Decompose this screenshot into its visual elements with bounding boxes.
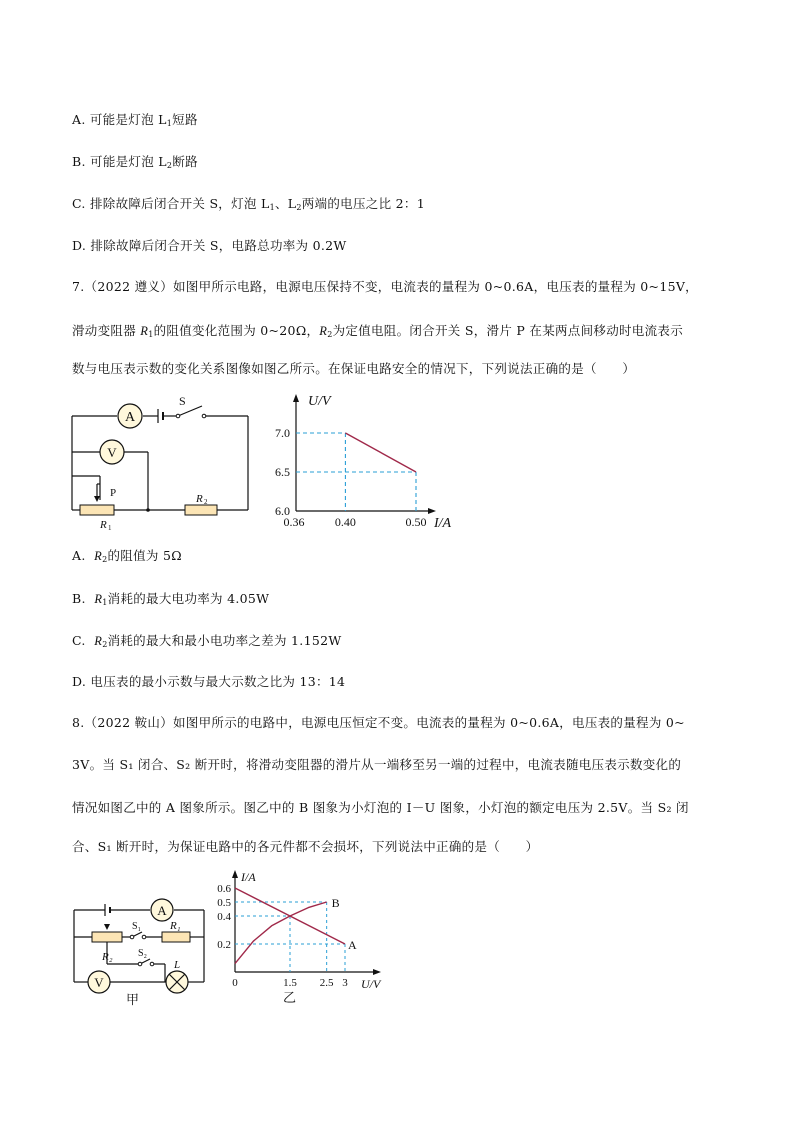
- option-text: 消耗的最大电功率为 4.05W: [107, 591, 270, 606]
- option-text: A. 可能是灯泡 L: [72, 112, 167, 127]
- r1-label: R: [100, 519, 107, 531]
- x-tick-label: 1.5: [283, 977, 297, 989]
- variable-r2: R: [319, 324, 328, 338]
- s1-label: S₁: [132, 921, 142, 932]
- lamp-label: L: [174, 959, 181, 971]
- x-tick-label: 3: [342, 977, 348, 989]
- x-tick-label: 0.36: [283, 515, 305, 529]
- option-text: 消耗的最大和最小电功率之差为 1.152W: [107, 633, 342, 648]
- subscript: 1: [166, 119, 173, 128]
- q7-stem-line2: 滑动变阻器 $R_1$的阻值变化范围为 0~20Ω，$R_2$为定值电阻。闭合开关 S，滑片 P 在某两点间移动时电流表示: [72, 323, 684, 339]
- y-axis-arrow-icon: [232, 870, 238, 878]
- figure-caption-yi: 乙: [283, 990, 297, 1005]
- q7-circuit-diagram: [60, 392, 260, 532]
- q7-option-b: [72, 589, 269, 607]
- voltmeter-label: V: [94, 975, 104, 990]
- x-axis-label: I/A: [434, 516, 452, 531]
- switch-label: S: [179, 394, 186, 408]
- ammeter-label: A: [124, 410, 136, 425]
- option-text: 的阻值为 5Ω: [107, 548, 182, 563]
- q8-stem-line3: 情况如图乙中的 A 图象所示。图乙中的 B 图象为小灯泡的 I－U 图象，小灯泡的额定电压为 2.5V。当 S₂ 闭: [72, 800, 689, 815]
- x-axis-label: U/V: [361, 977, 381, 991]
- stem-text: 的阻值变化范围为 0~20Ω，: [153, 323, 320, 338]
- q7-option-a: [72, 546, 182, 564]
- q7-stem-line3: 数与电压表示数的变化关系图像如图乙所示。在保证电路安全的情况下，下列说法正确的是（ ）: [72, 361, 636, 376]
- y-axis-label: I/A: [241, 870, 256, 884]
- q8-stem-line4: 合、S₁ 断开时，为保证电路中的各元件都不会损坏，下列说法中正确的是（ ）: [72, 839, 539, 854]
- q6-option-d: D. 排除故障后闭合开关 S，电路总功率为 0.2W: [72, 238, 347, 253]
- stem-text: 滑动变阻器: [72, 323, 141, 338]
- x-tick-label: 0.40: [334, 515, 356, 529]
- slider-arrow-icon: [104, 924, 110, 930]
- ammeter-label: A: [157, 903, 167, 918]
- q7-option-c: [72, 631, 342, 649]
- option-letter: C.: [72, 633, 95, 648]
- y-tick-label: 6.5: [275, 465, 290, 479]
- variable: R: [94, 592, 103, 606]
- curve-b-label: B: [331, 896, 340, 910]
- q8-graph: [205, 862, 405, 1012]
- y-tick-label: 6.0: [275, 504, 290, 518]
- q8-circuit-diagram: [62, 892, 222, 1010]
- option-text: C. 排除故障后闭合开关 S，灯泡 L: [72, 196, 270, 211]
- variable: R: [94, 549, 103, 563]
- q7-option-d: D. 电压表的最小示数与最大示数之比为 13：14: [72, 674, 346, 689]
- x-tick-label: 0.50: [405, 515, 427, 529]
- subscript: 2: [102, 555, 108, 564]
- r2-subscript: 2: [204, 498, 208, 506]
- rheostat-r1: [80, 505, 114, 515]
- stem-text: 为定值电阻。闭合开关 S，滑片 P 在某两点间移动时电流表示: [332, 323, 684, 338]
- r1-subscript: 1: [108, 524, 112, 532]
- r2-label: R: [196, 493, 203, 505]
- variable: R: [94, 634, 103, 648]
- resistor-r1: [162, 932, 190, 942]
- y-tick-label: 0.4: [217, 911, 231, 923]
- subscript: 2: [166, 161, 173, 170]
- curve-a-label: A: [348, 938, 357, 952]
- subscript: 1: [102, 598, 108, 607]
- r1-label: R₁: [170, 920, 181, 932]
- variable-r1: R: [140, 324, 149, 338]
- option-text: B. 可能是灯泡 L: [72, 154, 167, 169]
- option-text: 短路: [172, 112, 198, 127]
- s2-label: S₂: [138, 948, 148, 959]
- y-axis-label: U/V: [308, 394, 331, 409]
- voltmeter-label: V: [107, 445, 117, 460]
- resistor-r2: [185, 505, 217, 515]
- option-letter: A.: [72, 548, 95, 563]
- q8-stem-line1: 8.（2022 鞍山）如图甲所示的电路中，电源电压恒定不变。电流表的量程为 0~0.6A，电压表的量程为 0~: [72, 715, 685, 730]
- q6-option-c: [72, 194, 425, 212]
- q7-graph: [260, 388, 480, 533]
- q8-stem-line2: 3V。当 S₁ 闭合、S₂ 断开时，将滑动变阻器的滑片从一端移至另一端的过程中，电流表随电压表示数变化的: [72, 757, 682, 772]
- x-tick-label: 0: [232, 977, 238, 989]
- x-tick-label: 2.5: [319, 977, 334, 989]
- rheostat-r2: [92, 932, 122, 942]
- subscript: 1: [269, 203, 275, 212]
- slider-arrow-icon: [94, 496, 100, 502]
- subscript: 2: [296, 203, 302, 212]
- q7-stem-line1: 7.（2022 遵义）如图甲所示电路，电源电压保持不变，电流表的量程为 0~0.6A，电压表的量程为 0~15V，: [72, 279, 698, 294]
- option-text: 断路: [172, 154, 198, 169]
- r2-label: R₂: [102, 951, 113, 963]
- y-axis-arrow-icon: [293, 394, 299, 402]
- q6-option-b: [72, 152, 198, 170]
- y-tick-label: 0.5: [217, 897, 231, 909]
- option-letter: B.: [72, 591, 95, 606]
- slider-label: P: [110, 487, 117, 499]
- option-text: 、L: [274, 196, 297, 211]
- y-tick-label: 0.6: [217, 883, 231, 895]
- y-tick-label: 7.0: [275, 426, 290, 440]
- subscript: 2: [102, 640, 108, 649]
- x-axis-arrow-icon: [373, 969, 381, 975]
- series-line: [345, 433, 416, 472]
- option-text: 两端的电压之比 2：1: [301, 196, 425, 211]
- figure-caption-jia: 甲: [126, 992, 140, 1007]
- q6-option-a: [72, 110, 198, 128]
- x-axis-arrow-icon: [428, 508, 436, 514]
- y-tick-label: 0.2: [217, 939, 231, 951]
